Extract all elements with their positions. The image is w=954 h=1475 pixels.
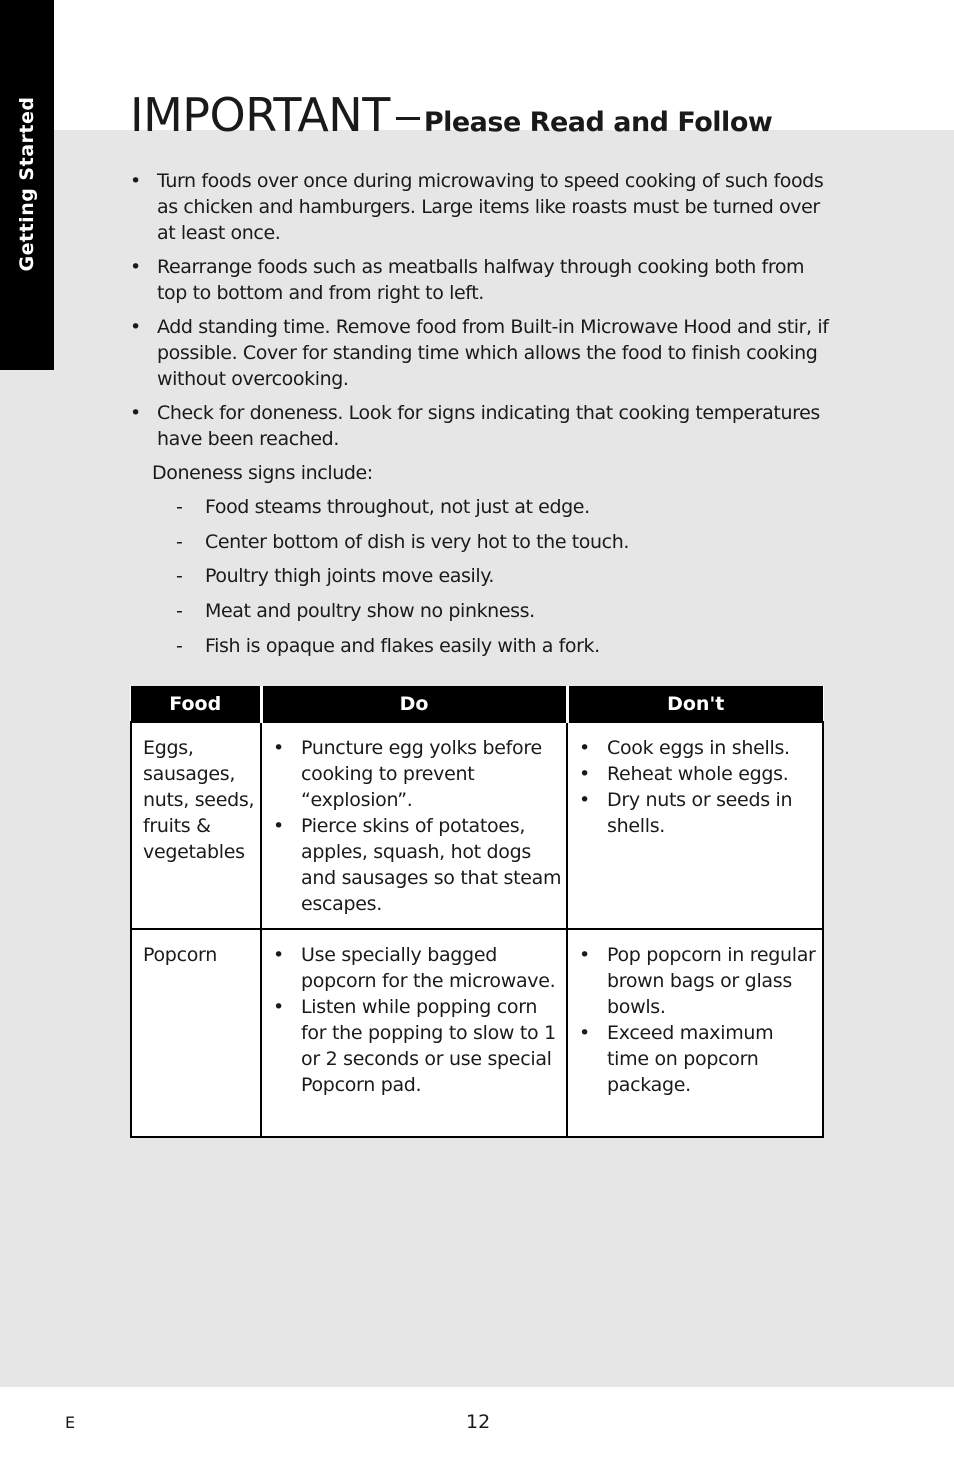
do-cell — [261, 929, 567, 1137]
page-title-main: IMPORTANT — [130, 88, 390, 142]
bullet-item: • Rearrange foods such as meatballs halfway through cooking both from top to bottom and from right to left. — [130, 254, 830, 306]
dont-cell — [567, 722, 823, 929]
food-cell: Eggs, sausages, nuts, seeds, fruits & vegetables — [131, 722, 261, 929]
footer-language: E — [65, 1413, 76, 1432]
bullet-item: • Check for doneness. Look for signs indicating that cooking temperatures have been reached. — [130, 400, 830, 452]
do-item: • Listen while popping corn for the popping to slow to 1 or 2 seconds or use special Popcorn pad. — [273, 994, 562, 1098]
doneness-sign: - Poultry thigh joints move easily. — [130, 563, 830, 589]
dont-cell — [567, 929, 823, 1137]
dont-item: • Exceed maximum time on popcorn package. — [579, 1020, 818, 1098]
header-dont: Don't — [567, 686, 823, 722]
bullet-item: • Turn foods over once during microwaving to speed cooking of such foods as chicken and hamburgers. Large items like roasts must be turned over at least once. — [130, 168, 830, 246]
food-cell: Popcorn — [131, 929, 261, 1137]
page-title-sub: Please Read and Follow — [423, 107, 773, 138]
instructions — [130, 168, 830, 667]
header-do: Do — [261, 686, 567, 722]
page-title — [130, 88, 772, 142]
do-item: • Puncture egg yolks before cooking to prevent “explosion”. — [273, 735, 562, 813]
dont-item: • Pop popcorn in regular brown bags or glass bowls. — [579, 942, 818, 1020]
title-dash — [396, 117, 420, 120]
doneness-sign: - Meat and poultry show no pinkness. — [130, 598, 830, 624]
food-do-dont-table — [130, 686, 824, 1138]
header-food: Food — [131, 686, 261, 722]
dont-item: • Reheat whole eggs. — [579, 761, 818, 787]
do-cell — [261, 722, 567, 929]
doneness-sign: - Center bottom of dish is very hot to the touch. — [130, 529, 830, 555]
dont-item: • Dry nuts or seeds in shells. — [579, 787, 818, 839]
bullet-item: • Add standing time. Remove food from Built-in Microwave Hood and stir, if possible. Cover for standing time which allows the food to finish cooking without overcooking. — [130, 314, 830, 392]
do-item: • Pierce skins of potatoes, apples, squash, hot dogs and sausages so that steam escapes. — [273, 813, 562, 917]
section-tab-label: Getting Started — [16, 96, 38, 272]
table-row — [131, 929, 823, 1137]
table-header-row — [131, 686, 823, 722]
section-tab — [0, 0, 54, 370]
page-number: 12 — [466, 1411, 491, 1433]
table-row — [131, 722, 823, 929]
doneness-sign: - Food steams throughout, not just at edge. — [130, 494, 830, 520]
doneness-sign: - Fish is opaque and flakes easily with a fork. — [130, 633, 830, 659]
doneness-intro: Doneness signs include: — [152, 462, 373, 484]
dont-item: • Cook eggs in shells. — [579, 735, 818, 761]
do-item: • Use specially bagged popcorn for the microwave. — [273, 942, 562, 994]
